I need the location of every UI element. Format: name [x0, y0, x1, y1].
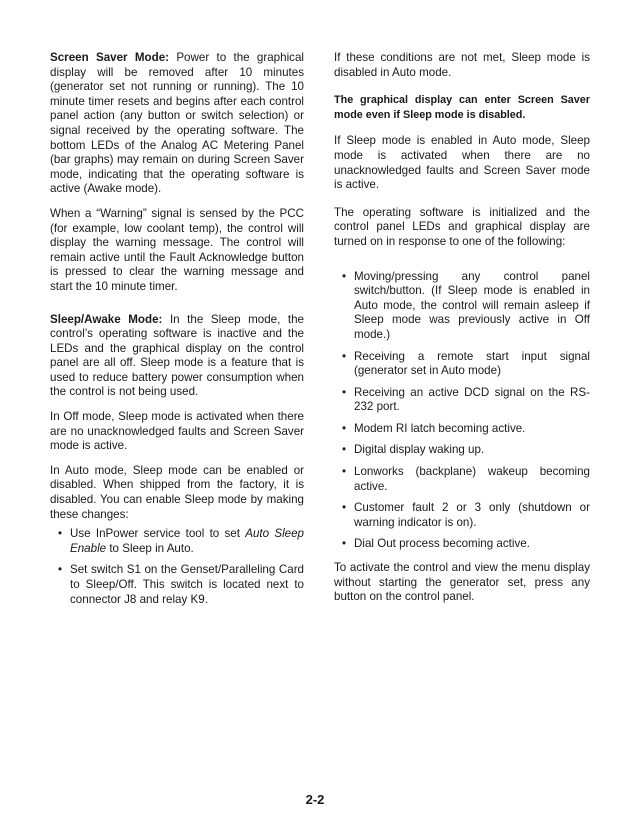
- wakeup-list: [334, 270, 590, 553]
- screen-saver-heading: Screen Saver Mode:: [50, 51, 170, 64]
- activate-paragraph: To activate the control and view the menu display without starting the generator set, press any button on the control panel.: [334, 561, 590, 604]
- auto-sleep-paragraph: If Sleep mode is enabled in Auto mode, Sleep mode is activated when there are no unacknowledged faults and Screen Saver mode is active.: [334, 134, 590, 192]
- right-column: [334, 51, 590, 615]
- auto-mode-paragraph: In Auto mode, Sleep mode can be enabled or disabled. When shipped from the factory, it is disabled. You can enable Sleep mode by making these changes:: [50, 463, 304, 521]
- sleep-awake-paragraph: [50, 313, 304, 401]
- list-item: • Customer fault 2 or 3 only (shutdown or warning indicator is on).: [334, 501, 590, 530]
- conditions-paragraph: If these conditions are not met, Sleep mode is disabled in Auto mode.: [334, 51, 590, 79]
- screen-saver-paragraph: [50, 51, 304, 197]
- enable-sleep-list: [50, 527, 304, 607]
- off-mode-paragraph: In Off mode, Sleep mode is activated when there are no unacknowledged faults and Screen Saver mode is active.: [50, 410, 304, 453]
- page-number: 2-2: [305, 792, 325, 807]
- screen-saver-text: Power to the graphical display will be removed after 10 minutes (generator set not running or running). The 10 minute timer resets and begins after each control panel action (any button or switch selection) or signal received by the operating software. The bottom LEDs of the Analog AC Metering Panel (bar graphs) may remain on during Screen Saver mode, indicating that the operating software is active (Awake mode).: [50, 51, 304, 196]
- initialization-paragraph: The operating software is initialized and the control panel LEDs and graphical display are turned on in response to one of the following:: [334, 205, 590, 248]
- list-item: • Dial Out process becoming active.: [334, 537, 590, 552]
- list-item: [50, 527, 304, 556]
- left-column: [50, 51, 304, 616]
- sleep-awake-text: In the Sleep mode, the control’s operating software is inactive and the LEDs and the graphical display on the control panel are all off. Sleep mode is a feature that is used to reduce battery power consumption when the control is not being used.: [50, 312, 304, 399]
- list-item: • Moving/pressing any control panel switch/button. (If Sleep mode is enabled in Auto mode, the control will remain asleep if Sleep mode was previously active in Off mode.): [334, 270, 590, 343]
- list-item: • Modem RI latch becoming active.: [334, 422, 590, 437]
- warning-paragraph: When a “Warning” signal is sensed by the PCC (for example, low coolant temp), the control will display the warning message. The control will remain active until the Fault Acknowledge button is pressed to clear the warning message and start the 10 minute timer.: [50, 206, 304, 293]
- list-item: • Digital display waking up.: [334, 443, 590, 458]
- list-item-text: Use InPower service tool to set: [70, 527, 246, 541]
- sleep-awake-heading: Sleep/Awake Mode:: [50, 312, 163, 326]
- list-item-text: to Sleep in Auto.: [106, 541, 194, 555]
- list-item: • Set switch S1 on the Genset/Paralleling Card to Sleep/Off. This switch is located next to connector J8 and relay K9.: [50, 563, 304, 607]
- list-item: • Lonworks (backplane) wakeup becoming active.: [334, 465, 590, 494]
- list-item: • Receiving a remote start input signal (generator set in Auto mode): [334, 350, 590, 379]
- list-item: • Receiving an active DCD signal on the RS-232 port.: [334, 386, 590, 415]
- note-paragraph: The graphical display can enter Screen Saver mode even if Sleep mode is disabled.: [334, 94, 590, 121]
- setting-name: Auto Sleep Enable: [70, 527, 304, 555]
